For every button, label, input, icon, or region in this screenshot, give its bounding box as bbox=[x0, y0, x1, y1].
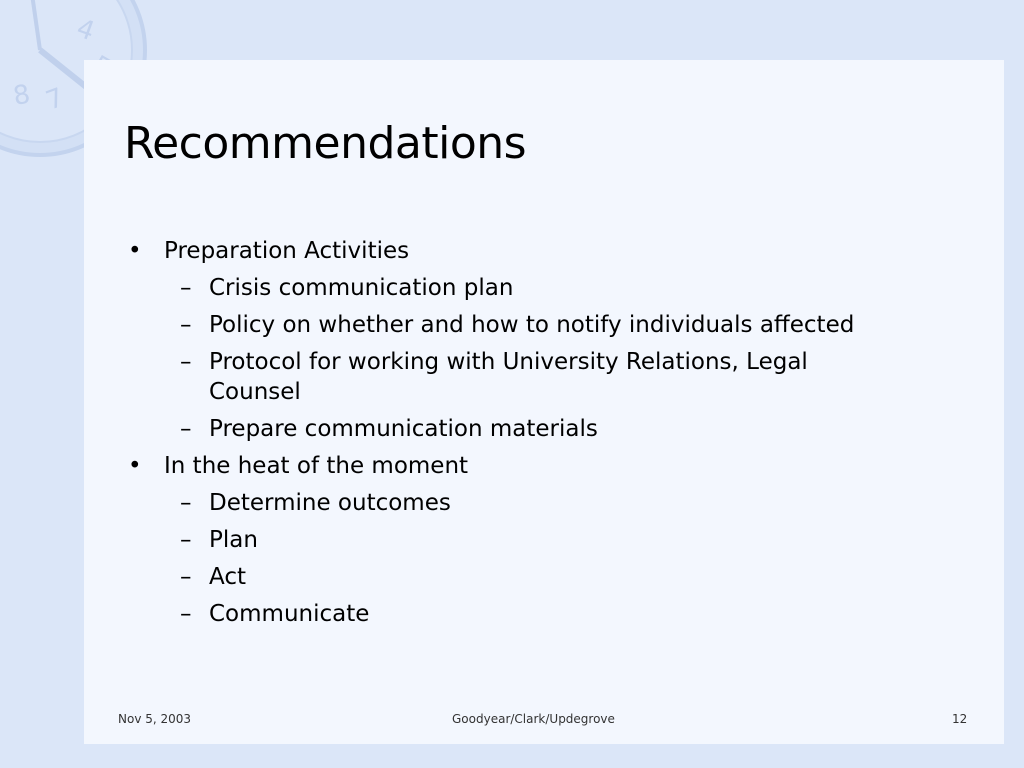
sub-dash: – bbox=[180, 490, 192, 516]
sub-dash: – bbox=[180, 349, 192, 375]
svg-text:4: 4 bbox=[72, 13, 99, 48]
sub-dash: – bbox=[180, 527, 192, 553]
sub-item: Act bbox=[209, 564, 246, 590]
sub-dash: – bbox=[180, 312, 192, 338]
sub-dash: – bbox=[180, 564, 192, 590]
bullet-dot: • bbox=[128, 453, 142, 479]
sub-item-continuation: Counsel bbox=[209, 379, 301, 405]
bullet-item: In the heat of the moment bbox=[164, 453, 469, 479]
bullet-item: Preparation Activities bbox=[164, 238, 410, 264]
footer-date: Nov 5, 2003 bbox=[118, 712, 192, 726]
sub-dash: – bbox=[180, 275, 192, 301]
sub-item: Prepare communication materials bbox=[209, 416, 598, 442]
sub-item: Protocol for working with University Relations, Legal bbox=[209, 349, 808, 375]
svg-text:8: 8 bbox=[11, 79, 33, 112]
sub-item: Determine outcomes bbox=[209, 490, 451, 516]
svg-text:7: 7 bbox=[42, 82, 68, 117]
footer-authors: Goodyear/Clark/Updegrove bbox=[452, 712, 615, 726]
sub-item: Policy on whether and how to notify individuals affected bbox=[209, 312, 855, 338]
bullet-dot: • bbox=[128, 238, 142, 264]
slide-title: Recommendations bbox=[124, 118, 527, 169]
sub-item: Crisis communication plan bbox=[209, 275, 514, 301]
sub-item: Plan bbox=[209, 527, 258, 553]
sub-item: Communicate bbox=[209, 601, 370, 627]
footer-page-number: 12 bbox=[952, 712, 968, 726]
sub-dash: – bbox=[180, 416, 192, 442]
sub-dash: – bbox=[180, 601, 192, 627]
